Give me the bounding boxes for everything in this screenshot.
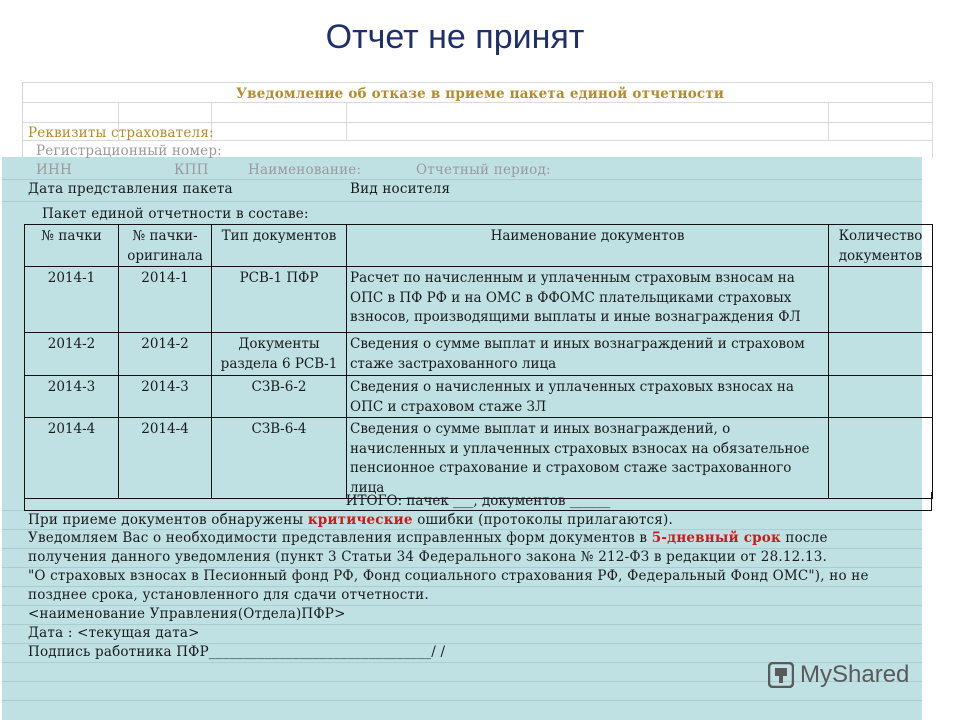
myshared-logo-icon <box>768 662 794 688</box>
date-line: Дата : <текущая дата> <box>28 625 200 641</box>
row-pack: 2014-1 <box>25 267 119 333</box>
footer-line-2: Уведомляем Вас о необходимости представления исправленных форм документов в 5-дневный срок после <box>28 530 828 546</box>
signature-line: Подпись работника ПФР________________________________/ / <box>28 644 446 660</box>
table-row <box>25 267 933 333</box>
row-count <box>829 418 933 499</box>
row-count <box>829 267 933 333</box>
footer-line-5: позднее срока, установленного для сдачи отчетности. <box>28 587 429 603</box>
inn-label: ИНН <box>36 162 72 178</box>
table-total-row: ИТОГО: пачек ___, документов ______ <box>24 492 932 511</box>
insurer-details-label: Реквизиты страхователя: <box>28 125 214 141</box>
row-pack: 2014-4 <box>25 418 119 499</box>
department-placeholder: <наименование Управления(Отдела)ПФР> <box>28 606 346 622</box>
row-type: Документы раздела 6 РСВ-1 <box>212 333 347 376</box>
row-type: СЗВ-6-4 <box>212 418 347 499</box>
table-row <box>25 418 933 499</box>
notice-title: Уведомление об отказе в приеме пакета единой отчетности <box>236 86 725 102</box>
row-orig: 2014-3 <box>119 376 212 418</box>
row-orig: 2014-2 <box>119 333 212 376</box>
deadline-highlight: 5-дневный срок <box>651 530 781 546</box>
header-original-pack: № пачки-оригинала <box>119 225 212 267</box>
watermark-text: MyShared <box>800 661 910 688</box>
row-type: СЗВ-6-2 <box>212 376 347 418</box>
table-row <box>25 333 933 376</box>
reg-number-label: Регистрационный номер: <box>36 143 222 159</box>
critical-errors-highlight: критические <box>307 512 413 528</box>
header-doc-name: Наименование документов <box>347 225 829 267</box>
table-row <box>25 376 933 418</box>
row-orig: 2014-1 <box>119 267 212 333</box>
row-doc-name: Расчет по начисленным и уплаченным страховым взносам на ОПС в ПФ РФ и на ОМС в ФФОМС плательщиками страховых взносов, производящими выплаты и иные вознаграждения ФЛ <box>347 267 829 333</box>
header-pack-number: № пачки <box>25 225 119 267</box>
row-count <box>829 376 933 418</box>
table-header-row <box>25 225 933 267</box>
row-pack: 2014-2 <box>25 333 119 376</box>
row-type: РСВ-1 ПФР <box>212 267 347 333</box>
slide-title: Отчет не принят <box>325 18 585 56</box>
row-doc-name: Сведения о сумме выплат и иных вознаграждений и страховом стаже застрахованного лица <box>347 333 829 376</box>
row-count <box>829 333 933 376</box>
row-orig: 2014-4 <box>119 418 212 499</box>
row-doc-name: Сведения о начисленных и уплаченных страховых взносах на ОПС и страховом стаже ЗЛ <box>347 376 829 418</box>
kpp-label: КПП <box>174 162 209 178</box>
date-submitted-label: Дата представления пакета <box>28 181 233 197</box>
package-contents-label: Пакет единой отчетности в составе: <box>42 206 309 222</box>
footer-line-4: "О страховых взносах в Песионный фонд РФ, Фонд социального страхования РФ, Федеральный Фонд ОМС"), но не <box>28 568 869 584</box>
documents-table <box>24 224 933 499</box>
row-doc-name: Сведения о сумме выплат и иных вознаграждений, о начисленных и уплаченных страховых взносах на обязательное пенсионное страхование и страховом стаже застрахованного лица <box>347 418 829 499</box>
footer-line-1: При приеме документов обнаружены критические ошибки (протоколы прилагаются). <box>28 512 673 528</box>
myshared-watermark <box>768 658 938 692</box>
header-doc-type: Тип документов <box>212 225 347 267</box>
header-doc-count: Количество документов <box>829 225 933 267</box>
period-label: Отчетный период: <box>416 162 551 178</box>
footer-line-3: получения данного уведомления (пункт 3 Статьи 34 Федерального закона № 212-ФЗ в редакции от 28.12.13. <box>28 549 828 565</box>
name-label: Наименование: <box>248 162 362 178</box>
media-type-label: Вид носителя <box>350 181 451 197</box>
row-pack: 2014-3 <box>25 376 119 418</box>
